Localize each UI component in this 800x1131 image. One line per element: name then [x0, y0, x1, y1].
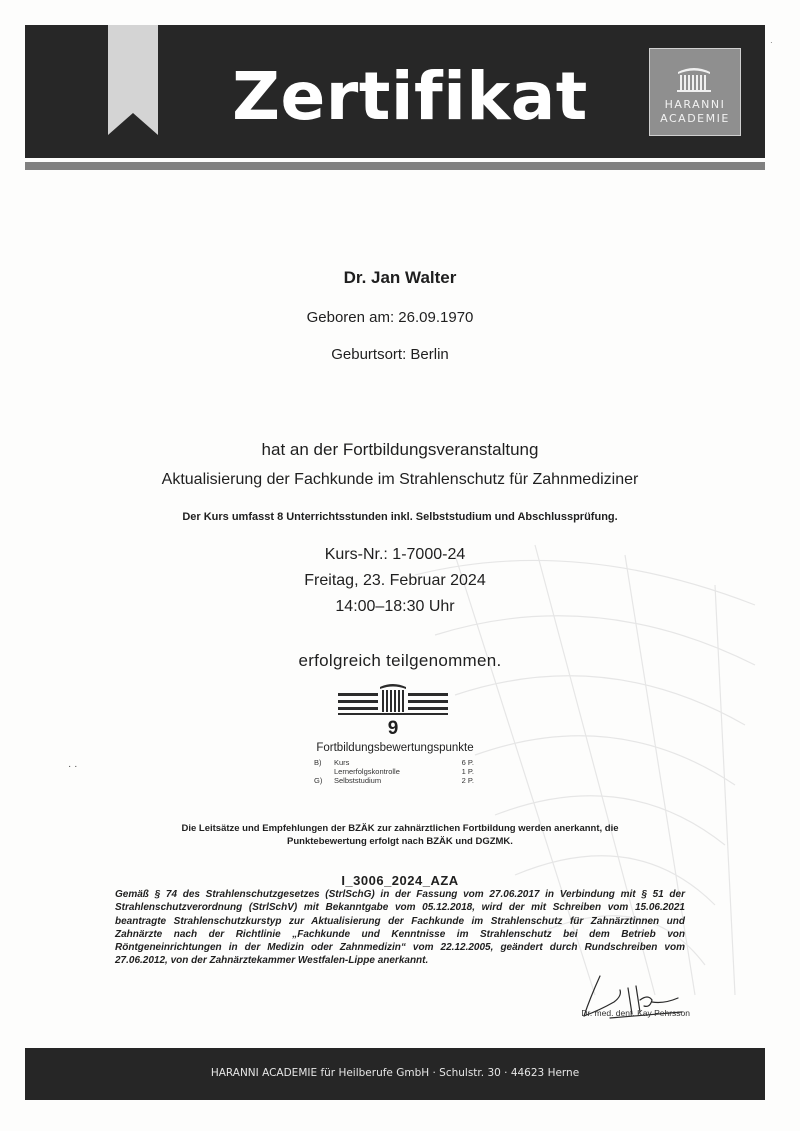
logo-text-academie: ACADEMIE: [660, 112, 730, 125]
recognition-line: Punktebewertung erfolgt nach BZÄK und DGZMK.: [287, 836, 513, 847]
certificate-title: Zertifikat: [232, 58, 588, 135]
points-label: Fortbildungsbewertungspunkte: [316, 742, 474, 754]
intro-text: hat an der Fortbildungsveranstaltung: [261, 440, 539, 459]
logo-text-haranni: HARANNI: [664, 98, 726, 111]
building-columns-icon: [676, 64, 712, 92]
header-rule: [25, 162, 765, 170]
course-scope: Der Kurs umfasst 8 Unterrichtsstunden inkl. Selbststudium und Abschlussprüfung.: [182, 511, 618, 523]
course-date: Freitag, 23. Februar 2024: [304, 572, 486, 589]
recognition-line: Die Leitsätze und Empfehlungen der BZÄK zur zahnärztlichen Fortbildung werden anerkannt, die: [181, 823, 619, 834]
points-item-value: 2 P.: [461, 776, 474, 785]
points-item-value: 6 P.: [461, 758, 474, 767]
signer-name: Dr. med. dent. Kay Pehrsson: [581, 1008, 690, 1018]
certificate-id: I_3006_2024_AZA: [341, 873, 459, 888]
points-item-code: G): [314, 776, 323, 785]
footer-address: HARANNI ACADEMIE für Heilberufe GmbH · Schulstr. 30 · 44623 Herne: [210, 1067, 580, 1079]
points-emblem-icon: [338, 681, 448, 717]
scan-speck: · ·: [68, 761, 78, 772]
points-item-label: Lernerfolgskontrolle: [334, 767, 400, 776]
completion-text: erfolgreich teilgenommen.: [298, 651, 502, 670]
recipient-name: Dr. Jan Walter: [343, 268, 457, 287]
course-title: Aktualisierung der Fachkunde im Strahlenschutz für Zahnmediziner: [161, 471, 639, 488]
points-item-label: Kurs: [334, 758, 350, 767]
birth-date: Geboren am: 26.09.1970: [306, 309, 474, 326]
course-number: Kurs-Nr.: 1-7000-24: [324, 546, 466, 563]
points-item-label: Selbststudium: [334, 776, 382, 785]
birth-place: Geburtsort: Berlin: [331, 346, 449, 363]
bookmark-ribbon-icon: [108, 25, 158, 135]
recognition-text: [100, 822, 700, 848]
course-time: 14:00–18:30 Uhr: [335, 598, 455, 615]
points-breakdown: [314, 758, 484, 788]
scan-speck: ·: [770, 38, 773, 47]
points-total: 9: [387, 718, 399, 739]
points-item-value: 1 P.: [461, 767, 474, 776]
legal-text: Gemäß § 74 des Strahlenschutzgesetzes (StrlSchG) in der Fassung vom 27.06.2017 in Verbindung mit § 51 der Strahlenschutzverordnung (StrlSchV) mit Bekanntgabe vom 05.12.2018, wird der mit Schreiben vom 15.06.2021 beantragte Strahlenschutzkurstyp zur Aktualisierung der Fachkunde im Strahlenschutz für Zahnärztinnen und Zahnärzte nach der Richtlinie „Fachkunde und Kenntnisse im Strahlenschutz bei dem Betrieb von Röntgeneinrichtungen in der Medizin oder Zahnmedizin“ vom 22.12.2005, geändert durch Rundschreiben vom 27.06.2012, von der Zahnärztekammer Westfalen-Lippe anerkannt.: [115, 889, 685, 967]
points-item-code: B): [314, 758, 322, 767]
